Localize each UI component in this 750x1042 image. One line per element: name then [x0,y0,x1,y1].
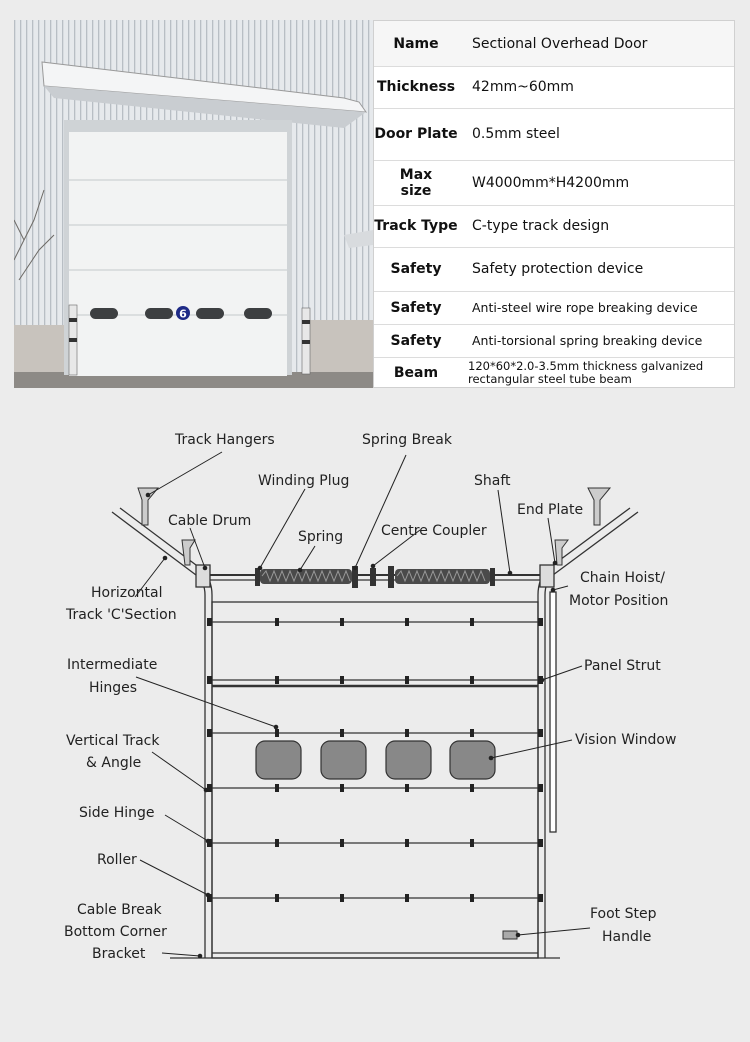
row-label: Beam [393,365,439,381]
row-label-line: size [400,182,432,199]
row-label: Safety [390,261,442,277]
row-value: Sectional Overhead Door [472,35,648,52]
row-label: Track Type [374,218,458,234]
row-value: 42mm~60mm [472,79,574,95]
centre-coupler [370,568,376,586]
label-cable-drum: Cable Drum [168,513,252,529]
label-roller: Roller [97,852,137,868]
label-horizontal-track: Horizontal [91,585,163,601]
spring-right [395,569,490,584]
table-row [374,205,734,248]
table-row [374,66,734,109]
table-row [374,291,734,325]
row-value-line: 120*60*2.0-3.5mm thickness galvanized [468,359,704,373]
label-spring: Spring [298,529,344,545]
table-row [374,324,734,358]
table-row [374,247,734,292]
row-value [458,360,734,386]
row-label: Name [393,35,439,52]
label-foot-step: Handle [602,929,652,945]
row-label: Safety [390,332,442,349]
row-value: Anti-steel wire rope breaking device [472,299,698,315]
winding-plug [255,568,260,586]
label-cable-break: Bracket [92,946,146,962]
vision-windows [256,741,495,779]
label-intermediate-hinges: Hinges [89,680,138,696]
row-value: W4000mm*H4200mm [472,174,630,191]
door-panel [69,132,287,376]
row-value: C-type track design [472,218,610,234]
label-intermediate-hinges: Intermediate [67,657,158,673]
label-end-plate: End Plate [517,502,584,518]
label-centre-coupler: Centre Coupler [381,523,487,539]
label-winding-plug: Winding Plug [258,473,350,489]
row-value-line: rectangular steel tube beam [468,372,632,386]
spec-table [373,20,735,388]
label-chain-hoist: Motor Position [569,593,669,609]
track-hanger-right [588,488,610,525]
row-label: Door Plate [374,126,458,142]
row-value: Safety protection device [472,261,644,277]
label-cable-break: Cable Break [77,902,162,918]
row-label [374,167,458,199]
number-badge-text: 6 [179,307,187,321]
row-value: 0.5mm steel [472,126,560,142]
label-panel-strut: Panel Strut [584,658,661,674]
row-label-line: Max [399,166,433,183]
label-chain-hoist: Chain Hoist/ [580,570,665,586]
door-body [212,602,538,958]
table-row [374,108,734,161]
cable-drum-right [540,565,554,587]
label-cable-break: Bottom Corner [64,924,167,940]
label-vision-window: Vision Window [575,732,677,748]
label-side-hinge: Side Hinge [79,805,155,821]
spring-left [260,569,352,584]
door-diagram [0,400,750,1038]
row-value: Anti-torsional spring breaking device [472,332,703,348]
label-shaft: Shaft [474,473,511,489]
foot-step-handle [503,931,517,939]
label-vertical-track: Vertical Track [66,733,160,749]
row-label: Safety [390,299,442,316]
label-foot-step: Foot Step [590,906,657,922]
table-row [374,21,734,67]
label-vertical-track: & Angle [86,755,142,771]
label-spring-break: Spring Break [362,432,452,448]
door-photo [14,20,373,388]
table-row [374,357,734,389]
chain-hoist [550,592,556,832]
label-track-hangers: Track Hangers [175,432,275,448]
table-row [374,160,734,206]
row-label: Thickness [376,79,456,95]
label-horizontal-track: Track 'C'Section [66,607,177,623]
